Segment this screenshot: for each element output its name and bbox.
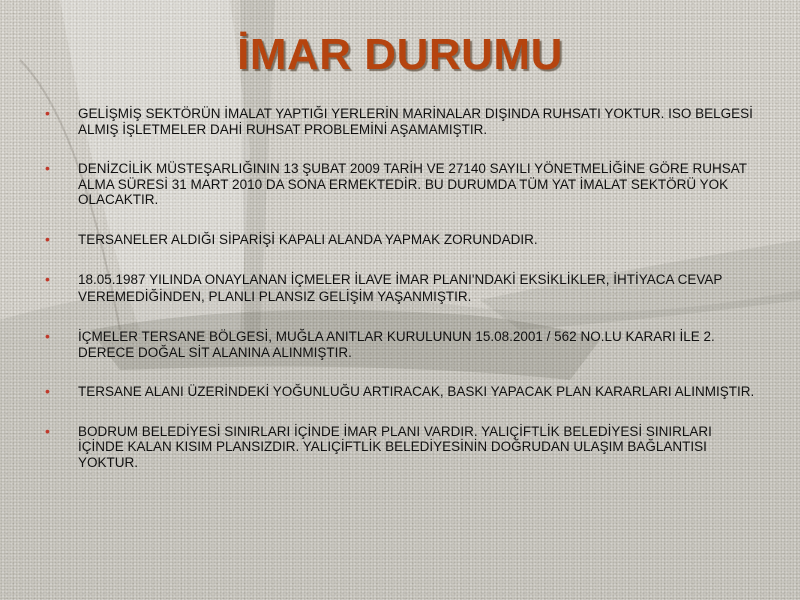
slide-title: İMAR DURUMU xyxy=(237,30,563,79)
bullet-item xyxy=(42,424,758,471)
bullet-item xyxy=(42,329,758,360)
bullet-item xyxy=(42,232,758,248)
bullet-text: TERSANE ALANI ÜZERİNDEKİ YOĞUNLUĞU ARTIRACAK, BASKI YAPACAK PLAN KARARLARI ALINMIŞTIR. xyxy=(78,384,755,399)
bullet-text: GELİŞMİŞ SEKTÖRÜN İMALAT YAPTIĞI YERLERİN MARİNALAR DIŞINDA RUHSATI YOKTUR. ISO BELGESİ ALMIŞ İŞLETMELER DAHİ RUHSAT PROBLEMİNİ AŞAMAMIŞTIR. xyxy=(78,106,753,137)
bullet-text: TERSANELER ALDIĞI SİPARİŞİ KAPALI ALANDA YAPMAK ZORUNDADIR. xyxy=(78,231,538,247)
bullet-dot: • xyxy=(45,105,50,121)
bullet-item xyxy=(42,161,758,208)
bullet-text: 18.05.1987 YILINDA ONAYLANAN İÇMELER İLAVE İMAR PLANI'NDAKİ EKSİKLİKLER, İHTİYACA CEVAP VEREMEDİĞİNDEN, PLANLI PLANSIZ GELİŞİM YAŞANMIŞTIR. xyxy=(78,272,723,304)
bullet-text: İÇMELER TERSANE BÖLGESİ, MUĞLA ANITLAR KURULUNUN 15.08.2001 / 562 NO.LU KARARI İLE 2. DERECE DOĞAL SİT ALANINA ALINMIŞTIR. xyxy=(78,329,715,360)
bullet-text: BODRUM BELEDİYESİ SINIRLARI İÇİNDE İMAR PLANI VARDIR. YALIÇİFTLİK BELEDİYESİ SINIRLARI İÇİNDE KALAN KISIM PLANSIZDIR. YALIÇİFTLİK BELEDİYESİNİN DOĞRUDAN ULAŞIM BAĞLANTISI YOKTUR. xyxy=(78,423,712,470)
bullet-dot: • xyxy=(45,383,50,399)
bullet-dot: • xyxy=(45,271,50,287)
bullet-dot: • xyxy=(45,422,50,439)
bullet-dot: • xyxy=(45,160,50,176)
bullet-item xyxy=(42,384,758,400)
bullet-item xyxy=(42,106,758,137)
bullet-item xyxy=(42,271,758,305)
bullet-dot: • xyxy=(45,328,50,344)
bullet-dot: • xyxy=(45,230,50,247)
bullet-text: DENİZCİLİK MÜSTEŞARLIĞININ 13 ŞUBAT 2009 TARİH VE 27140 SAYILI YÖNETMELİĞİNE GÖRE RUHSAT ALMA SÜRESİ 31 MART 2010 DA SONA ERMEKTEDİR. BU DURUMDA TÜM YAT İMALAT SEKTÖRÜ YOK OLACAKTIR. xyxy=(78,161,747,207)
bullet-list xyxy=(42,106,758,494)
